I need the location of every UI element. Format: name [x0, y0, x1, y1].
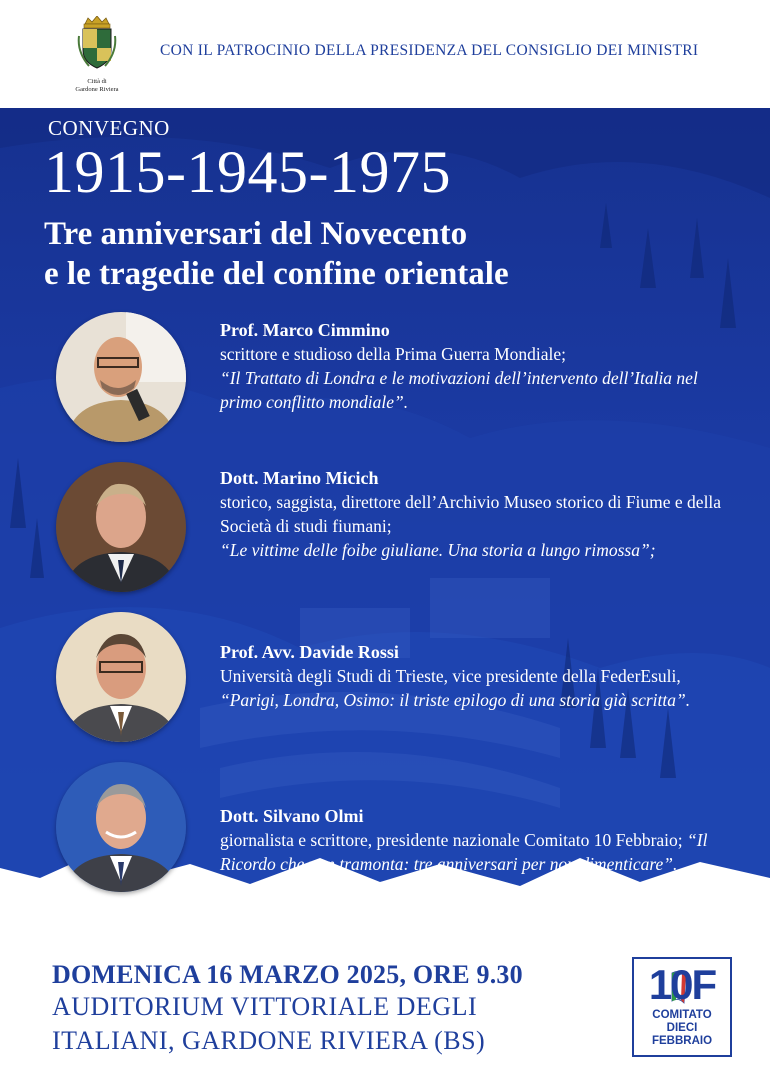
speaker-photo [56, 612, 186, 742]
crest-icon [77, 16, 117, 74]
speaker-portrait-icon [56, 312, 186, 442]
poster-header [0, 0, 770, 108]
logo-mark: 10F [648, 961, 716, 1008]
speaker-talk-title: “Il Ricordo che non tramonta: tre anniversari per non dimenticare”. [220, 830, 708, 874]
speaker-name: Prof. Avv. Davide Rossi [220, 642, 399, 662]
crest-caption [62, 78, 132, 94]
logo-line3: FEBBRAIO [651, 1035, 713, 1047]
event-years: 1915-1945-1975 [44, 139, 451, 205]
speaker-role: Università degli Studi di Trieste, vice presidente della FederEsuli, [220, 666, 681, 686]
event-venue-line1: AUDITORIUM VITTORIALE DEGLI [52, 992, 478, 1021]
speaker-role: giornalista e scrittore, presidente nazionale Comitato 10 Febbraio; [220, 830, 688, 850]
logo-text [634, 1009, 730, 1048]
speaker-portrait-icon [56, 612, 186, 742]
logo-line1: COMITATO [652, 1009, 712, 1021]
comitato-logo [632, 957, 732, 1057]
event-title [44, 214, 509, 294]
event-date-time: DOMENICA 16 MARZO 2025, ORE 9.30 [52, 960, 523, 989]
speaker-role: storico, saggista, direttore dell’Archivio Museo storico di Fiume e della Società di studi fiumani; [220, 492, 722, 536]
city-crest [62, 16, 132, 96]
speaker-text [220, 466, 740, 562]
event-title-line1: Tre anniversari del Novecento [44, 216, 468, 252]
speaker-talk-title: “Le vittime delle foibe giuliane. Una storia a lungo rimossa”; [220, 540, 656, 560]
speaker-talk-title: “Parigi, Londra, Osimo: il triste epilogo di una storia già scritta”. [220, 690, 691, 710]
event-title-line2: e le tragedie del confine orientale [44, 256, 509, 292]
speaker-role: scrittore e studioso della Prima Guerra Mondiale; [220, 344, 567, 364]
speaker-photo [56, 762, 186, 892]
event-venue-line2: ITALIANI, GARDONE RIVIERA (BS) [52, 1026, 486, 1055]
speaker-photo [56, 312, 186, 442]
speaker-portrait-icon [56, 762, 186, 892]
speaker-text [220, 640, 740, 712]
speaker-photo [56, 462, 186, 592]
speaker-text [220, 804, 740, 876]
event-type-label: CONVEGNO [48, 116, 170, 140]
speaker-name: Prof. Marco Cimmino [220, 320, 390, 340]
crest-caption-line1: Città di [87, 78, 107, 85]
speaker-portrait-icon [56, 462, 186, 592]
logo-line2: DIECI [666, 1022, 698, 1034]
speaker-talk-title: “Il Trattato di Londra e le motivazioni dell’intervento dell’Italia nel primo conflitto mondiale”. [220, 368, 698, 412]
speaker-name: Dott. Marino Micich [220, 468, 379, 488]
crest-caption-line2: Gardone Riviera [75, 86, 119, 93]
patronage-text: CON IL PATROCINIO DELLA PRESIDENZA DEL CONSIGLIO DEI MINISTRI [160, 42, 699, 59]
event-venue [52, 990, 485, 1058]
speaker-name: Dott. Silvano Olmi [220, 806, 364, 826]
speaker-text [220, 318, 740, 414]
